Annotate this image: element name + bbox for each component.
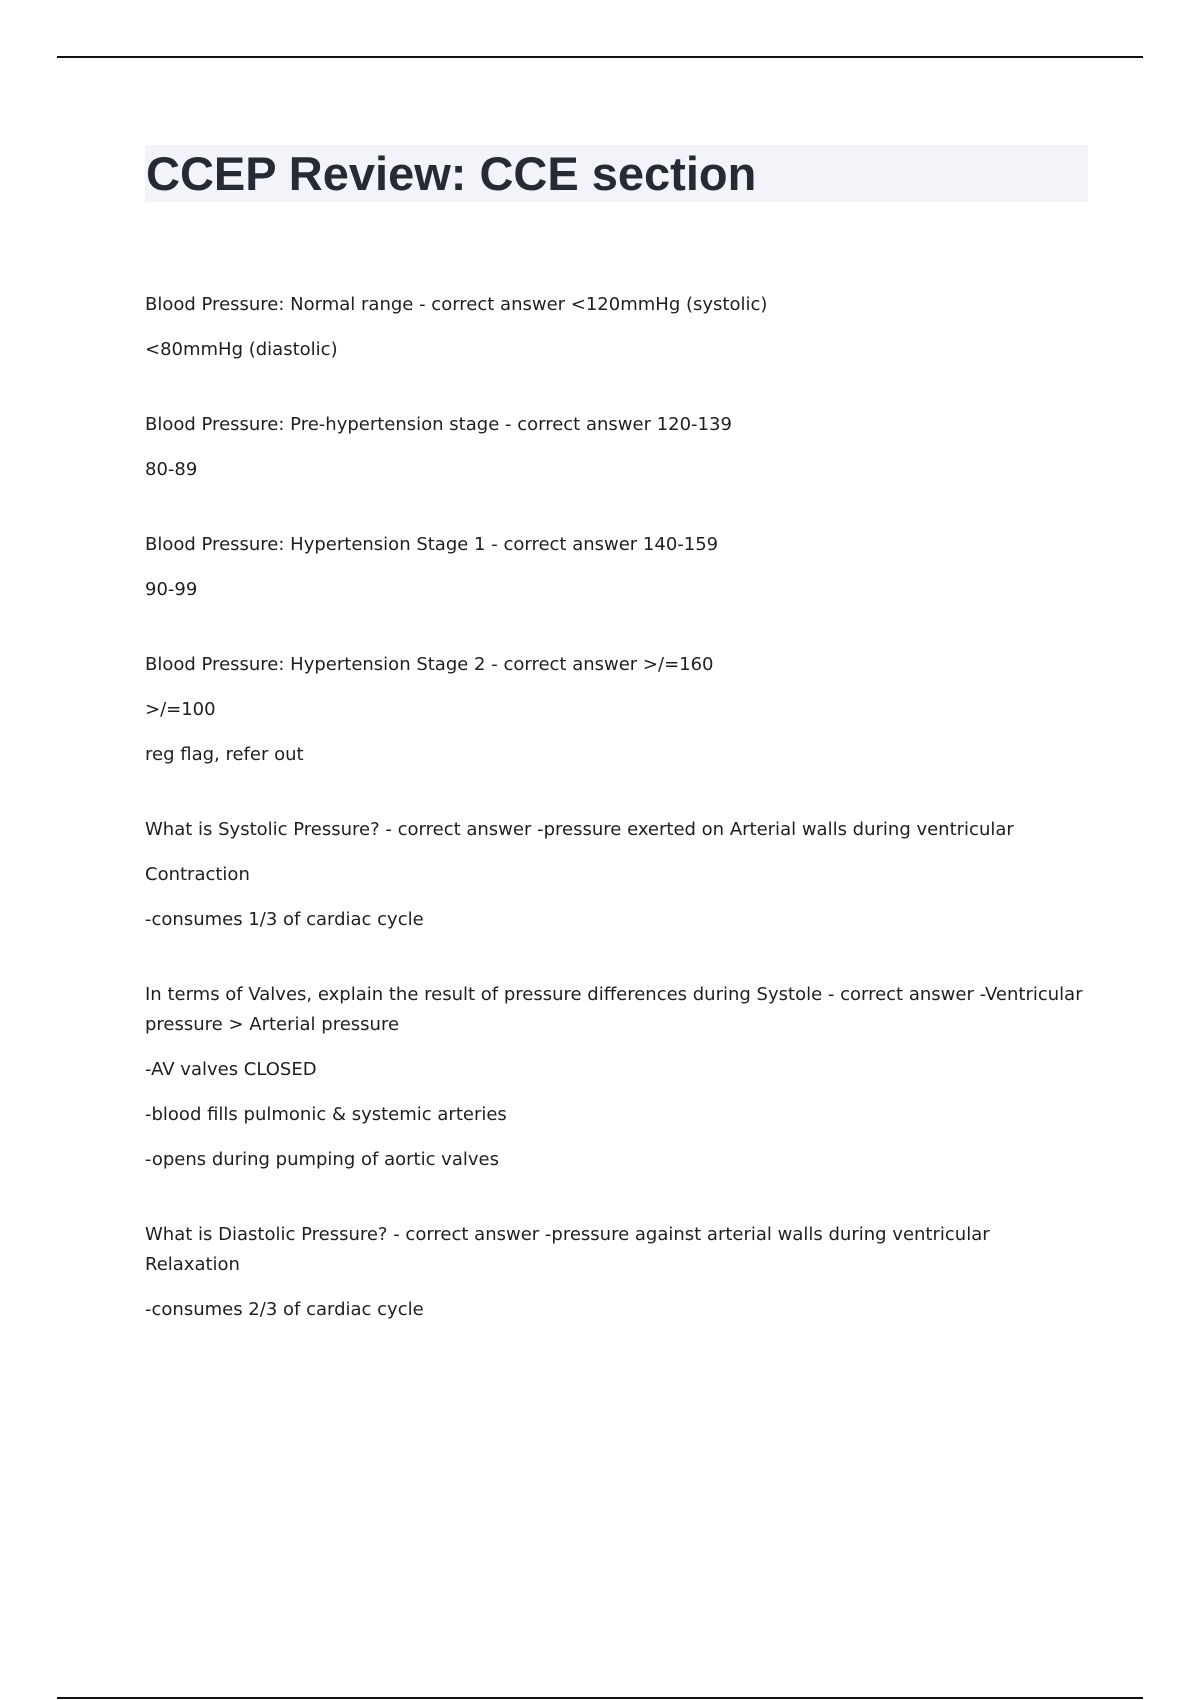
answer-line: -blood fills pulmonic & systemic arteries	[145, 1104, 507, 1125]
header-rule	[57, 56, 1143, 58]
qa-item-bp-prehypertension	[145, 410, 1090, 485]
qa-item-diastolic	[145, 1220, 1090, 1325]
answer-line: 80-89	[145, 459, 198, 480]
question-line: Blood Pressure: Pre-hypertension stage - correct answer 120-139	[145, 414, 732, 435]
answer-line: -AV valves CLOSED	[145, 1059, 317, 1080]
qa-item-bp-normal	[145, 290, 1090, 365]
qa-item-bp-stage1	[145, 530, 1090, 605]
answer-line: 90-99	[145, 579, 198, 600]
answer-line: -opens during pumping of aortic valves	[145, 1149, 499, 1170]
question-line: What is Diastolic Pressure? - correct answer -pressure against arterial walls during ventricular Relaxation	[145, 1224, 990, 1275]
question-line: Blood Pressure: Hypertension Stage 1 - correct answer 140-159	[145, 534, 719, 555]
question-line: Blood Pressure: Normal range - correct answer <120mmHg (systolic)	[145, 294, 768, 315]
page-title: CCEP Review: CCE section	[146, 147, 757, 200]
qa-item-systolic	[145, 815, 1090, 935]
document-body	[145, 290, 1090, 1370]
answer-line: -consumes 2/3 of cardiac cycle	[145, 1299, 424, 1320]
answer-line: >/=100	[145, 699, 216, 720]
answer-line: -consumes 1/3 of cardiac cycle	[145, 909, 424, 930]
qa-item-valves-systole	[145, 980, 1090, 1175]
answer-line: Contraction	[145, 864, 250, 885]
answer-line: <80mmHg (diastolic)	[145, 339, 338, 360]
question-line: What is Systolic Pressure? - correct answer -pressure exerted on Arterial walls during ventricular	[145, 819, 1014, 840]
qa-item-bp-stage2	[145, 650, 1090, 770]
question-line: Blood Pressure: Hypertension Stage 2 - correct answer >/=160	[145, 654, 714, 675]
question-line: In terms of Valves, explain the result of pressure differences during Systole - correct answer -Ventricular pressure > Arterial pressure	[145, 984, 1083, 1035]
footer-rule	[57, 1697, 1143, 1699]
answer-line: reg flag, refer out	[145, 744, 304, 765]
